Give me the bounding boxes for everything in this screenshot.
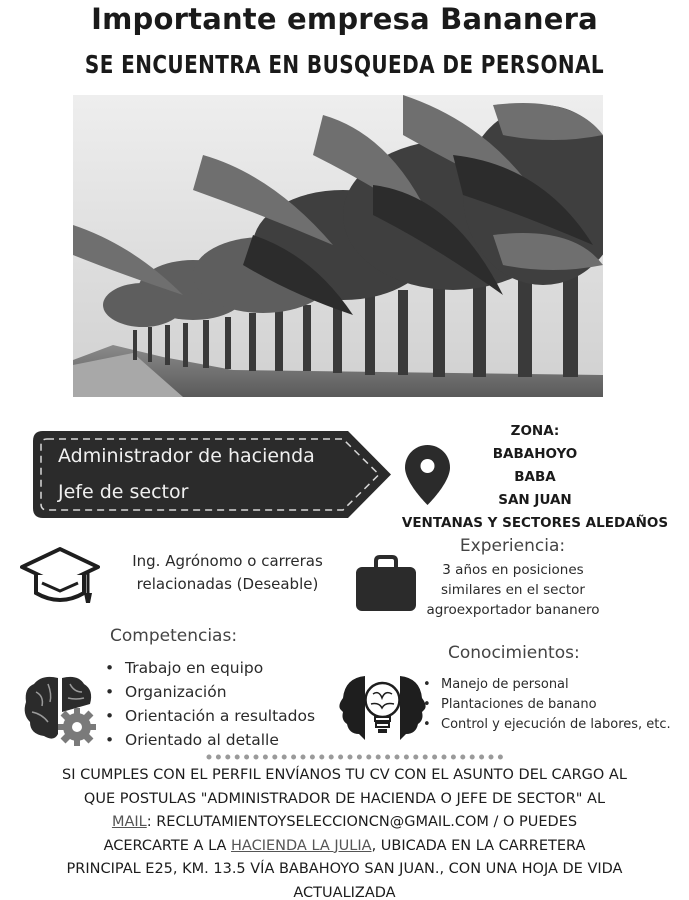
footer-text: ACERCARTE A LA	[103, 837, 232, 854]
competencies-title: Competencias:	[110, 626, 238, 646]
footer-line: QUE POSTULAS "ADMINISTRADOR DE HACIENDA O JEFE DE SECTOR" AL	[83, 790, 606, 807]
mail-address-text: : RECLUTAMIENTOYSELECCIONCN@GMAIL.COM / O PUEDES	[146, 814, 578, 830]
position-jefe-sector: Jefe de sector	[58, 481, 189, 503]
hacienda-name: HACIENDA LA JULIA	[231, 837, 372, 854]
education-line: Ing. Agrónomo o carreras	[132, 552, 323, 570]
list-item: • Control y ejecución de labores, etc.	[423, 715, 671, 735]
zone-place: SAN JUAN	[498, 492, 572, 508]
knowledge-list	[423, 675, 671, 735]
footer-line: SI CUMPLES CON EL PERFIL ENVÍANOS TU CV CON EL ASUNTO DEL CARGO AL	[62, 767, 627, 783]
zone-place: BABAHOYO	[492, 446, 578, 462]
graduation-cap-icon	[20, 545, 100, 607]
list-item: • Orientado al detalle	[105, 728, 315, 752]
footer-line: PRINCIPAL E25, KM. 13.5 VÍA BABAHOYO SAN JUAN., CON UNA HOJA DE VIDA	[66, 861, 623, 877]
experience-line: similares en el sector	[441, 582, 585, 598]
education-requirement	[110, 550, 345, 596]
education-line: relacionadas (Deseable)	[136, 575, 319, 593]
zone-label: ZONA:	[510, 423, 560, 439]
zone-place: BABA	[514, 469, 556, 485]
list-item: • Orientación a resultados	[105, 704, 315, 728]
experience-title: Experiencia:	[459, 536, 566, 556]
list-item: • Trabajo en equipo	[105, 656, 315, 680]
list-item: • Manejo de personal	[423, 675, 671, 695]
footer-line	[0, 835, 689, 859]
poster-subtitle: SE ENCUENTRA EN BUSQUEDA DE PERSONAL	[84, 50, 605, 79]
position-administrador: Administrador de hacienda	[58, 445, 315, 467]
zone-block	[395, 420, 675, 535]
zone-place: VENTANAS Y SECTORES ALEDAÑOS	[401, 515, 669, 531]
footer-text: , UBICADA EN LA CARRETERA	[371, 837, 586, 854]
dotted-divider	[205, 753, 505, 761]
footer-line	[0, 811, 689, 835]
brain-gear-icon	[22, 672, 97, 747]
list-item: • Plantaciones de banano	[423, 695, 671, 715]
banana-plantation-photo	[73, 95, 603, 397]
mail-label: MAIL	[111, 814, 147, 830]
knowledge-title: Conocimientos:	[448, 643, 580, 663]
experience-line: 3 años en posiciones	[442, 562, 584, 578]
experience-text	[418, 560, 608, 620]
competencies-list	[105, 656, 315, 752]
briefcase-icon	[355, 555, 417, 612]
footer-line: ACTUALIZADA	[293, 884, 396, 900]
poster-title: Importante empresa Bananera	[91, 2, 598, 36]
application-instructions	[0, 764, 689, 900]
list-item: • Organización	[105, 680, 315, 704]
heads-lightbulb-icon	[335, 672, 430, 742]
experience-line: agroexportador bananero	[426, 602, 600, 618]
